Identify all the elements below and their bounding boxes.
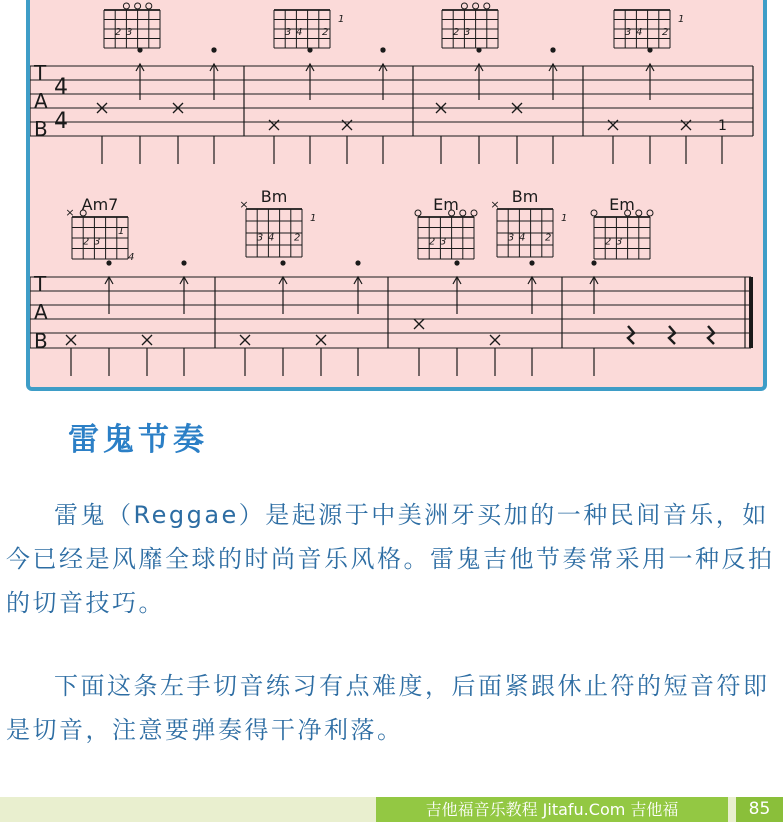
upstroke-arrow	[180, 277, 188, 314]
upstroke-arrow	[549, 64, 557, 100]
upstroke-arrow	[210, 64, 218, 100]
chord-barre-number: 1	[310, 213, 317, 224]
staccato-dot	[355, 260, 360, 265]
chord-barre-number: 1	[338, 14, 345, 25]
fret-number-label: 1	[718, 118, 727, 134]
chord-open-string	[647, 210, 653, 216]
chord-muted-string: ×	[239, 198, 249, 211]
chord-muted-string: ×	[490, 198, 500, 211]
chord-open-string	[146, 3, 152, 9]
chord-finger-number: 3	[616, 236, 623, 248]
staccato-dot	[380, 47, 385, 52]
chord-open-string	[135, 3, 141, 9]
upstroke-arrow	[379, 64, 387, 100]
chord-open-string	[484, 3, 490, 9]
upstroke-arrow	[306, 64, 314, 100]
chord-finger-number: 4	[128, 252, 135, 263]
upstroke-arrow	[646, 64, 654, 100]
chord-finger-number: 2	[604, 236, 612, 248]
chord-finger-number: 3	[284, 27, 292, 39]
muted-strum-mark	[66, 335, 76, 345]
staccato-dot	[211, 47, 216, 52]
staccato-dot	[280, 260, 285, 265]
chord-open-string	[415, 210, 421, 216]
chord-finger-number: 3	[126, 27, 133, 39]
chord-finger-number: 2	[114, 27, 122, 39]
staccato-dot	[647, 47, 652, 52]
chord-finger-number: 1	[118, 226, 125, 237]
staccato-dot	[550, 47, 555, 52]
paragraph-exercise-note: 下面这条左手切音练习有点难度，后面紧跟休止符的短音符即是切音，注意要弹奏得干净利落。	[6, 672, 770, 744]
paragraph-reggae-intro: 雷鬼（Reggae）是起源于中美洲牙买加的一种民间音乐，如今已经是风靡全球的时尚音乐风格。雷鬼吉他节奏常采用一种反拍的切音技巧。	[6, 501, 775, 617]
chord-name-label: Em	[609, 195, 635, 214]
tab-letter-b: B	[34, 117, 48, 141]
quarter-rest	[708, 326, 714, 344]
chord-barre-number: 1	[678, 14, 685, 25]
muted-strum-mark	[414, 319, 424, 329]
tab-score-panel	[26, 0, 767, 391]
tab-letter-a: A	[34, 300, 48, 324]
chord-finger-number: 4	[268, 232, 275, 244]
chord-open-string	[460, 210, 466, 216]
chord-finger-number: 3	[624, 27, 632, 39]
chord-open-string	[123, 3, 129, 9]
time-signature-top: 4	[54, 75, 68, 100]
page-number: 85	[736, 797, 783, 822]
chord-finger-number: 2	[294, 232, 301, 244]
chord-finger-number: 4	[519, 232, 526, 244]
upstroke-arrow	[528, 277, 536, 314]
chord-open-string	[473, 3, 479, 9]
upstroke-arrow	[136, 64, 144, 100]
muted-strum-mark	[240, 335, 250, 345]
staccato-dot	[137, 47, 142, 52]
staccato-dot	[529, 260, 534, 265]
chord-barre-number: 1	[561, 213, 568, 224]
chord-finger-number: 2	[322, 27, 329, 39]
upstroke-arrow	[590, 277, 598, 314]
chord-finger-number: 3	[464, 27, 471, 39]
chord-open-string	[591, 210, 597, 216]
staccato-dot	[454, 260, 459, 265]
chord-name-label: Bm	[511, 187, 539, 206]
guitar-tab-score	[30, 0, 763, 387]
muted-strum-mark	[490, 335, 500, 345]
chord-finger-number: 4	[296, 27, 303, 39]
tab-letter-b: B	[34, 329, 48, 353]
chord-name-label: Am7	[81, 195, 119, 214]
upstroke-arrow	[453, 277, 461, 314]
chord-name-label: Em	[433, 195, 459, 214]
staccato-dot	[307, 47, 312, 52]
muted-strum-mark	[316, 335, 326, 345]
chord-open-string	[636, 210, 642, 216]
upstroke-arrow	[354, 277, 362, 314]
quarter-rest	[628, 326, 634, 344]
chord-finger-number: 2	[662, 27, 669, 39]
time-signature-bottom: 4	[54, 109, 68, 134]
staccato-dot	[591, 260, 596, 265]
chord-name-label: Bm	[260, 187, 288, 206]
tab-letter-t: T	[34, 61, 47, 85]
chord-finger-number: 2	[428, 236, 436, 248]
upstroke-arrow	[279, 277, 287, 314]
upstroke-arrow	[105, 277, 113, 314]
chord-finger-number: 2	[452, 27, 460, 39]
staccato-dot	[181, 260, 186, 265]
chord-finger-number: 3	[507, 232, 515, 244]
staccato-dot	[106, 260, 111, 265]
chord-finger-number: 3	[440, 236, 447, 248]
chord-finger-number: 3	[94, 236, 101, 248]
chord-open-string	[461, 3, 467, 9]
chord-finger-number: 4	[636, 27, 643, 39]
chord-muted-string: ×	[65, 206, 75, 219]
muted-strum-mark	[142, 335, 152, 345]
chord-finger-number: 2	[82, 236, 90, 248]
tab-letter-t: T	[34, 272, 47, 296]
chord-open-string	[471, 210, 477, 216]
quarter-rest	[669, 326, 675, 344]
chord-finger-number: 2	[545, 232, 552, 244]
footer-brand: 吉他福音乐教程 Jitafu.Com 吉他福	[376, 797, 728, 822]
tab-letter-a: A	[34, 89, 48, 113]
chord-finger-number: 3	[256, 232, 264, 244]
upstroke-arrow	[475, 64, 483, 100]
section-title: 雷鬼节奏	[68, 422, 208, 458]
staccato-dot	[476, 47, 481, 52]
